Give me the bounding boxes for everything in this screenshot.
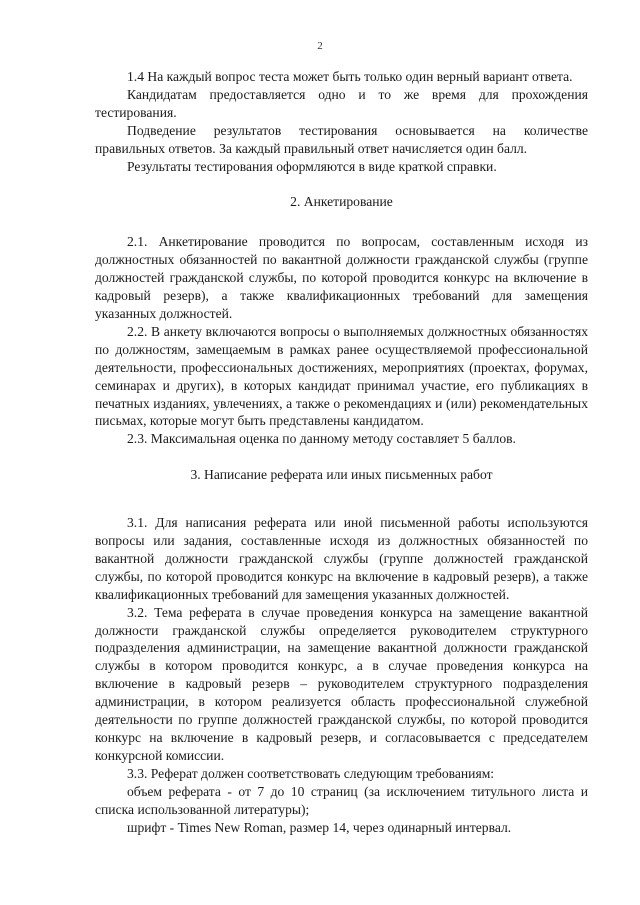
requirement-volume: объем реферата - от 7 до 10 страниц (за исключением титульного листа и списка использованной литературы); xyxy=(95,783,588,817)
paragraph-test-report: Результаты тестирования оформляются в виде краткой справки. xyxy=(127,158,497,174)
document-body xyxy=(95,68,588,836)
requirement-font: шрифт - Times New Roman, размер 14, через одинарный интервал. xyxy=(127,819,512,835)
section-heading-essay: 3. Написание реферата или иных письменных работ xyxy=(190,467,493,483)
section-heading-questionnaire: 2. Анкетирование xyxy=(290,194,393,210)
paragraph-2-2: 2.2. В анкету включаются вопросы о выполняемых должностных обязанностях по должностям, замещаемым в рамках ранее осуществляемой профессиональной деятельности, профессиональных достижениях, мероприятиях (проектах, форумах, семинарах и других), в которых кандидат принимал участие, его публикациях в печатных изданиях, увлечениях, а также о рекомендациях и (или) рекомендательных письмах, которые могут быть представлены кандидатом. xyxy=(95,323,588,429)
paragraph-3-2: 3.2. Тема реферата в случае проведения конкурса на замещение вакантной должности гражданской службы определяется руководителем структурного подразделения администрации, на замещение вакантной должности гражданской службы в котором проводится конкурс, а в случае проведения конкурса на включение в кадровый резерв – руководителем структурного подразделения администрации, в котором реализуется область профессиональной служебной деятельности по группе должностей гражданской службы, по которой проводится конкурс на включение в кадровый резерв, и согласовывается с председателем конкурсной комиссии. xyxy=(95,604,588,763)
paragraph-3-1: 3.1. Для написания реферата или иной письменной работы используются вопросы или задания, составленные исходя из должностных обязанностей по вакантной должности гражданской службы (группе должностей гражданской службы, по которой проводится конкурс на включение в кадровый резерв), а также квалификационных требований для замещения указанных должностей. xyxy=(95,515,588,602)
paragraph-test-scoring: Подведение результатов тестирования основывается на количестве правильных ответов. За каждый правильный ответ начисляется один балл. xyxy=(95,122,588,156)
paragraph-2-1: 2.1. Анкетирование проводится по вопросам, составленным исходя из должностных обязанностей по вакантной должности гражданской службы (группе должностей гражданской службы, по которой проводится конкурс на включение в кадровый резерв), а также квалификационных требований для замещения указанных должностей. xyxy=(95,234,588,321)
paragraph-test-time: Кандидатам предоставляется одно и то же время для прохождения тестирования. xyxy=(95,86,588,120)
page-number: 2 xyxy=(317,40,323,52)
paragraph-3-3: 3.3. Реферат должен соответствовать следующим требованиям: xyxy=(127,765,495,781)
paragraph-2-3: 2.3. Максимальная оценка по данному методу составляет 5 баллов. xyxy=(127,431,516,447)
paragraph-1-4: 1.4 На каждый вопрос теста может быть только один верный вариант ответа. xyxy=(127,69,573,84)
